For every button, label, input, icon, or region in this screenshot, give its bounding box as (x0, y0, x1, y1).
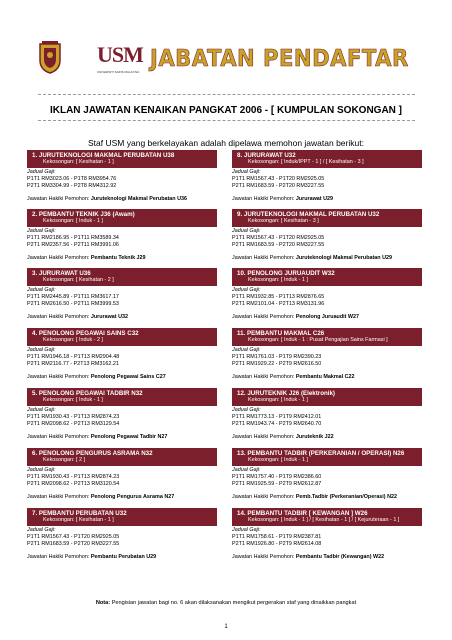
job-title: 3. JURURAWAT U36 (32, 270, 91, 277)
usm-logo-subtext: UNIVERSITI SAINS MALAYSIA (97, 70, 140, 74)
job-card-header (27, 388, 217, 406)
job-card-header (27, 448, 217, 466)
substantive-post (232, 494, 422, 501)
substantive-label: Jawatan Hakiki Pemohon: (27, 493, 90, 500)
note-text: Pengisian jawatan bagi no. 6 akan dilaksanakan mengikut pergerakan staf yang dinaikkan pangkat (111, 600, 357, 606)
job-card-header (27, 328, 217, 346)
salary-line: P2T1 RM2098.62 - P2T13 RM3120.54 (27, 481, 120, 488)
substantive-post (232, 434, 422, 441)
substantive-post (27, 196, 217, 203)
salary-line: P1T1 RM3023.06 - P1T8 RM3954.76 (27, 176, 117, 183)
substantive-post (27, 434, 217, 441)
job-card-header (27, 150, 217, 168)
salary-line: P1T1 RM1567.43 - P1T20 RM2925.05 (27, 534, 120, 541)
salary-label: Jadual Gaji: (232, 169, 261, 175)
job-card-header (232, 508, 422, 526)
job-card (27, 388, 217, 446)
substantive-value: Pembantu Perubatan U29 (90, 553, 157, 560)
substantive-label: Jawatan Hakiki Pemohon: (232, 433, 295, 440)
job-title: 1. JURUTEKNOLOGI MAKMAL PERUBATAN U38 (32, 152, 175, 159)
substantive-label: Jawatan Hakiki Pemohon: (232, 313, 295, 320)
substantive-post (232, 374, 422, 381)
note-label: Nota: (95, 600, 111, 606)
job-card-body (27, 346, 217, 381)
salary-label: Jadual Gaji: (27, 228, 56, 234)
department-title: JABATAN PENDAFTAR (150, 46, 409, 72)
job-card-body (232, 286, 422, 321)
substantive-label: Jawatan Hakiki Pemohon: (27, 553, 90, 560)
job-card-body (232, 406, 422, 441)
job-title: 14. PEMBANTU TADBIR [ KEWANGAN ] W26 (237, 510, 368, 517)
salary-label: Jadual Gaji: (232, 467, 261, 473)
salary-label: Jadual Gaji: (232, 228, 261, 234)
job-card (27, 328, 217, 386)
substantive-value: Penolong Pegawai Tadbir N27 (90, 433, 168, 440)
job-title: 2. PEMBANTU TEKNIK J36 (Awam) (32, 211, 135, 218)
substantive-value: Pembantu Teknik J29 (90, 254, 146, 261)
salary-line: P2T1 RM1926.80 - P2T9 RM2614.08 (232, 541, 322, 548)
job-card-body (27, 466, 217, 501)
salary-line: P2T1 RM1929.22 - P2T9 RM2616.50 (232, 361, 322, 368)
salary-line: P1T1 RM1930.43 - P1T13 RM2874.23 (27, 414, 120, 421)
job-vacancy: Kekosongan: [ Kesihatan - 3 ] (248, 218, 319, 224)
job-title: 4. PENOLONG PEGAWAI SAINS C32 (32, 330, 139, 337)
salary-line: P2T1 RM1925.59 - P2T9 RM2612.87 (232, 481, 322, 488)
job-card (232, 448, 422, 506)
salary-label: Jadual Gaji: (27, 347, 56, 353)
job-vacancy: Kekosongan: [ Induk - 1 : Pusat Pengajian Sains Farmasi ] (248, 337, 388, 343)
salary-label: Jadual Gaji: (232, 527, 261, 533)
salary-line: P1T1 RM1946.18 - P1T13 RM2904.48 (27, 354, 120, 361)
divider (38, 120, 415, 121)
university-crest-icon (38, 40, 62, 74)
page-header (0, 0, 452, 88)
salary-line: P2T1 RM2098.62 - P2T13 RM3129.54 (27, 421, 120, 428)
substantive-post (232, 255, 422, 262)
job-card (27, 448, 217, 506)
substantive-value: Penolong Pengurus Asrama N27 (90, 493, 175, 500)
job-card-header (232, 150, 422, 168)
substantive-post (27, 374, 217, 381)
salary-line: P2T1 RM1943.74 - P2T9 RM2640.70 (232, 421, 322, 428)
job-vacancy: Kekosongan: [ Kesihatan - 1 ] (43, 159, 114, 165)
substantive-value: Pemb.Tadbir (Perkeranian/Operasi) N22 (295, 493, 397, 500)
salary-label: Jadual Gaji: (232, 287, 261, 293)
substantive-label: Jawatan Hakiki Pemohon: (27, 433, 90, 440)
job-card-body (27, 406, 217, 441)
job-vacancy: Kekosongan: [ Induk/IPPT - 1 ] / [ Kesihatan - 3 ] (248, 159, 364, 165)
job-vacancy: Kekosongan: [ Induk - 1 ] (43, 218, 103, 224)
salary-line: P1T1 RM1932.85 - P1T13 RM2876.65 (232, 294, 325, 301)
job-title: 12. JURUTEKNIK J26 (Elektronik) (237, 390, 335, 397)
substantive-post (27, 554, 217, 561)
job-card-header (27, 209, 217, 227)
substantive-post (232, 314, 422, 321)
substantive-label: Jawatan Hakiki Pemohon: (27, 313, 90, 320)
salary-line: P1T1 RM1930.43 - P1T13 RM2874.23 (27, 474, 120, 481)
substantive-label: Jawatan Hakiki Pemohon: (232, 493, 295, 500)
job-card (27, 150, 217, 208)
substantive-value: Pembantu Makmal C22 (295, 373, 355, 380)
salary-line: P1T1 RM1761.03 - P1T9 RM2390.23 (232, 354, 322, 361)
job-title: 8. JURURAWAT U32 (237, 152, 296, 159)
job-card-header (232, 328, 422, 346)
job-title: 10. PENOLONG JURUAUDIT W32 (237, 270, 335, 277)
substantive-value: Jururawat U32 (90, 313, 128, 320)
job-card-body (232, 168, 422, 203)
substantive-label: Jawatan Hakiki Pemohon: (232, 195, 295, 202)
job-card-body (27, 526, 217, 561)
job-title: 6. PENOLONG PENGURUS ASRAMA N32 (32, 450, 153, 457)
substantive-label: Jawatan Hakiki Pemohon: (27, 373, 90, 380)
usm-logo: USM (97, 42, 143, 67)
substantive-post (232, 196, 422, 203)
job-title: 5. PENOLONG PEGAWAI TADBIR N32 (32, 390, 143, 397)
salary-label: Jadual Gaji: (27, 287, 56, 293)
job-card (27, 209, 217, 267)
substantive-value: Juruteknologi Makmal Perubatan U36 (90, 195, 187, 202)
substantive-value: Juruteknik J22 (295, 433, 334, 440)
job-vacancy: Kekosongan: [ Kesihatan - 2 ] (43, 277, 114, 283)
salary-line: P1T1 RM1567.43 - P1T20 RM2925.05 (232, 235, 325, 242)
job-title: 7. PEMBANTU PERUBATAN U32 (32, 510, 127, 517)
salary-line: P1T1 RM1773.13 - P1T9 RM2412.01 (232, 414, 322, 421)
salary-line: P2T1 RM2101.04 - P2T13 RM3131.96 (232, 301, 325, 308)
job-vacancy: Kekosongan: [ Induk - 1 ] (43, 397, 103, 403)
page-number: 1 (224, 624, 228, 630)
job-card-body (232, 526, 422, 561)
job-title: 11. PEMBANTU MAKMAL C26 (237, 330, 325, 337)
page-title: IKLAN JAWATAN KENAIKAN PANGKAT 2006 - [ KUMPULAN SOKONGAN ] (49, 105, 403, 116)
salary-label: Jadual Gaji: (27, 169, 56, 175)
footnote (0, 600, 452, 606)
salary-line: P1T1 RM2186.95 - P1T11 RM3589.34 (27, 235, 119, 242)
job-vacancy: Kekosongan: [ Induk - 1 ] (248, 397, 308, 403)
job-vacancy: Kekosongan: [ Induk - 1 ] / [ Kesihatan - 1 ] / [ Kejuruteraan - 1 ] (248, 517, 400, 523)
salary-line: P2T1 RM3304.99 - P2T8 RM4312.92 (27, 183, 117, 190)
salary-line: P2T1 RM2116.77 - P2T13 RM3162.21 (27, 361, 119, 368)
job-card-header (232, 448, 422, 466)
job-card-body (27, 286, 217, 321)
job-card (27, 508, 217, 566)
substantive-post (27, 494, 217, 501)
salary-line: P2T1 RM1683.59 - P2T20 RM3227.55 (232, 183, 325, 190)
substantive-label: Jawatan Hakiki Pemohon: (232, 254, 295, 261)
salary-line: P2T1 RM1683.59 - P2T20 RM3227.55 (27, 541, 120, 548)
job-title: 9. JURUTEKNOLOGI MAKMAL PERUBATAN U32 (237, 211, 380, 218)
salary-line: P1T1 RM2445.89 - P1T11 RM3617.17 (27, 294, 119, 301)
salary-line: P2T1 RM1683.59 - P2T20 RM3227.55 (232, 242, 325, 249)
job-card (27, 268, 217, 326)
substantive-label: Jawatan Hakiki Pemohon: (232, 553, 295, 560)
substantive-post (27, 314, 217, 321)
job-vacancy: Kekosongan: [ 2 ] (43, 457, 85, 463)
job-card (232, 328, 422, 386)
divider (38, 94, 415, 95)
substantive-value: Penolong Pegawai Sains C27 (90, 373, 166, 380)
job-card-header (27, 268, 217, 286)
substantive-label: Jawatan Hakiki Pemohon: (27, 254, 90, 261)
substantive-label: Jawatan Hakiki Pemohon: (232, 373, 295, 380)
salary-label: Jadual Gaji: (27, 527, 56, 533)
job-card-header (232, 209, 422, 227)
salary-label: Jadual Gaji: (27, 407, 56, 413)
job-vacancy: Kekosongan: [ Kesihatan - 1 ] (43, 517, 114, 523)
substantive-value: Jururawat U29 (295, 195, 333, 202)
job-card (232, 150, 422, 208)
job-card-header (232, 388, 422, 406)
job-title: 13. PEMBANTU TADBIR (PERKERANIAN / OPERASI) N26 (237, 450, 405, 457)
substantive-value: Penolong Juruaudit W27 (295, 313, 360, 320)
substantive-post (232, 554, 422, 561)
salary-line: P1T1 RM1757.40 - P1T9 RM2386.60 (232, 474, 322, 481)
job-vacancy: Kekosongan: [ Induk - 1 ] (248, 457, 308, 463)
salary-line: P1T1 RM1758.61 - P1T9 RM2387.81 (232, 534, 322, 541)
job-card (232, 209, 422, 267)
substantive-value: Juruteknologi Makmal Perubatan U29 (295, 254, 392, 261)
job-vacancy: Kekosongan: [ Induk - 2 ] (43, 337, 103, 343)
salary-label: Jadual Gaji: (232, 407, 261, 413)
intro-text: Staf USM yang berkelayakan adalah dipelawa memohon jawatan berikut: (88, 138, 364, 148)
job-card (232, 268, 422, 326)
job-card-header (27, 508, 217, 526)
substantive-value: Pembantu Tadbir (Kewangan) W22 (295, 553, 385, 560)
substantive-label: Jawatan Hakiki Pemohon: (27, 195, 90, 202)
job-card (232, 508, 422, 566)
salary-line: P2T1 RM2616.50 - P2T11 RM3999.53 (27, 301, 119, 308)
salary-line: P2T1 RM2357.56 - P2T11 RM3991.06 (27, 242, 119, 249)
job-card-body (232, 466, 422, 501)
substantive-post (27, 255, 217, 262)
job-vacancy: Kekosongan: [ Induk - 1 ] (248, 277, 308, 283)
salary-line: P1T1 RM1567.43 - P1T20 RM2925.05 (232, 176, 325, 183)
salary-label: Jadual Gaji: (232, 347, 261, 353)
job-card-body (232, 227, 422, 262)
job-card-header (232, 268, 422, 286)
job-card-body (27, 168, 217, 203)
job-card-body (27, 227, 217, 262)
salary-label: Jadual Gaji: (27, 467, 56, 473)
job-card (232, 388, 422, 446)
job-card-body (232, 346, 422, 381)
